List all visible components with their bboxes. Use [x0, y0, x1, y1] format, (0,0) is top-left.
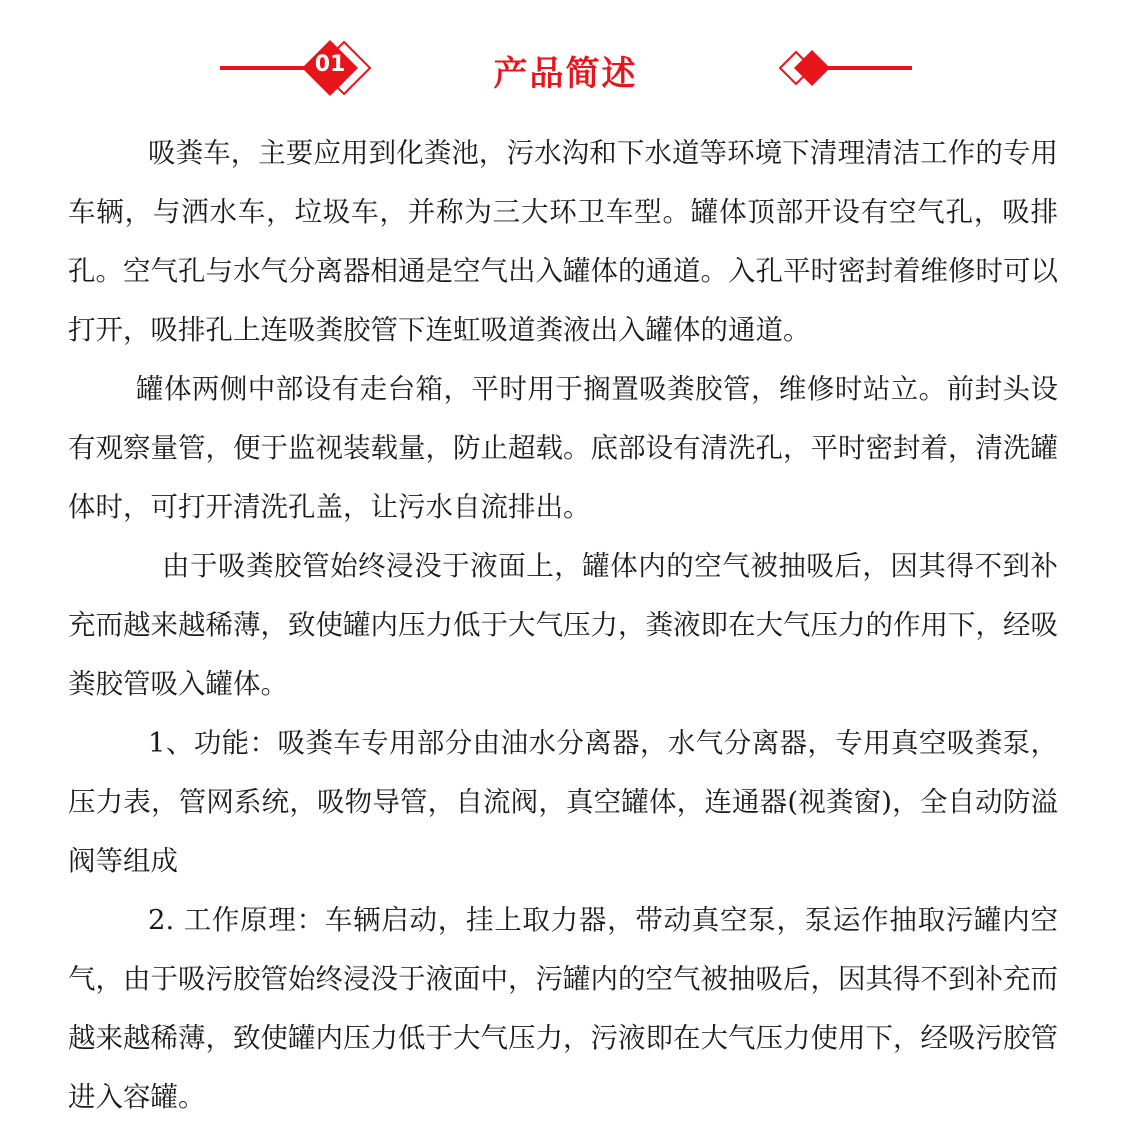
- body-text: [68, 124, 1058, 1127]
- section-header: [0, 0, 1131, 140]
- paragraph-overview: 吸粪车，主要应用到化粪池，污水沟和下水道等环境下清理清洁工作的专用车辆，与洒水车，垃圾车，并称为三大环卫车型。罐体顶部开设有空气孔，吸排孔。空气孔与水气分离器相通是空气出入罐体的通道。入孔平时密封着维修时可以打开，吸排孔上连吸粪胶管下连虹吸道粪液出入罐体的通道。: [68, 137, 1058, 346]
- paragraph-function: 1、功能：吸粪车专用部分由油水分离器，水气分离器，专用真空吸粪泵，压力表，管网系统，吸物导管，自流阀，真空罐体，连通器(视粪窗)，全自动防溢阀等组成: [68, 727, 1058, 877]
- badge-number: 01: [314, 52, 346, 77]
- paragraph-tank-structure: 罐体两侧中部设有走台箱，平时用于搁置吸粪胶管，维修时站立。前封头设有观察量管，便于监视装载量，防止超载。底部设有清洗孔，平时密封着，清洗罐体时，可打开清洗孔盖，让污水自流排出。: [68, 373, 1058, 523]
- page-title: 产品简述: [493, 54, 638, 94]
- paragraph-working-principle: 2. 工作原理：车辆启动，挂上取力器，带动真空泵，泵运作抽取污罐内空气，由于吸污胶管始终浸没于液面中，污罐内的空气被抽吸后，因其得不到补充而越来越稀薄，致使罐内压力低于大气压力，污液即在大气压力使用下，经吸污胶管进入容罐。: [68, 904, 1058, 1113]
- paragraph-suction-principle: 由于吸粪胶管始终浸没于液面上，罐体内的空气被抽吸后，因其得不到补充而越来越稀薄，致使罐内压力低于大气压力，粪液即在大气压力的作用下，经吸粪胶管吸入罐体。: [68, 550, 1058, 700]
